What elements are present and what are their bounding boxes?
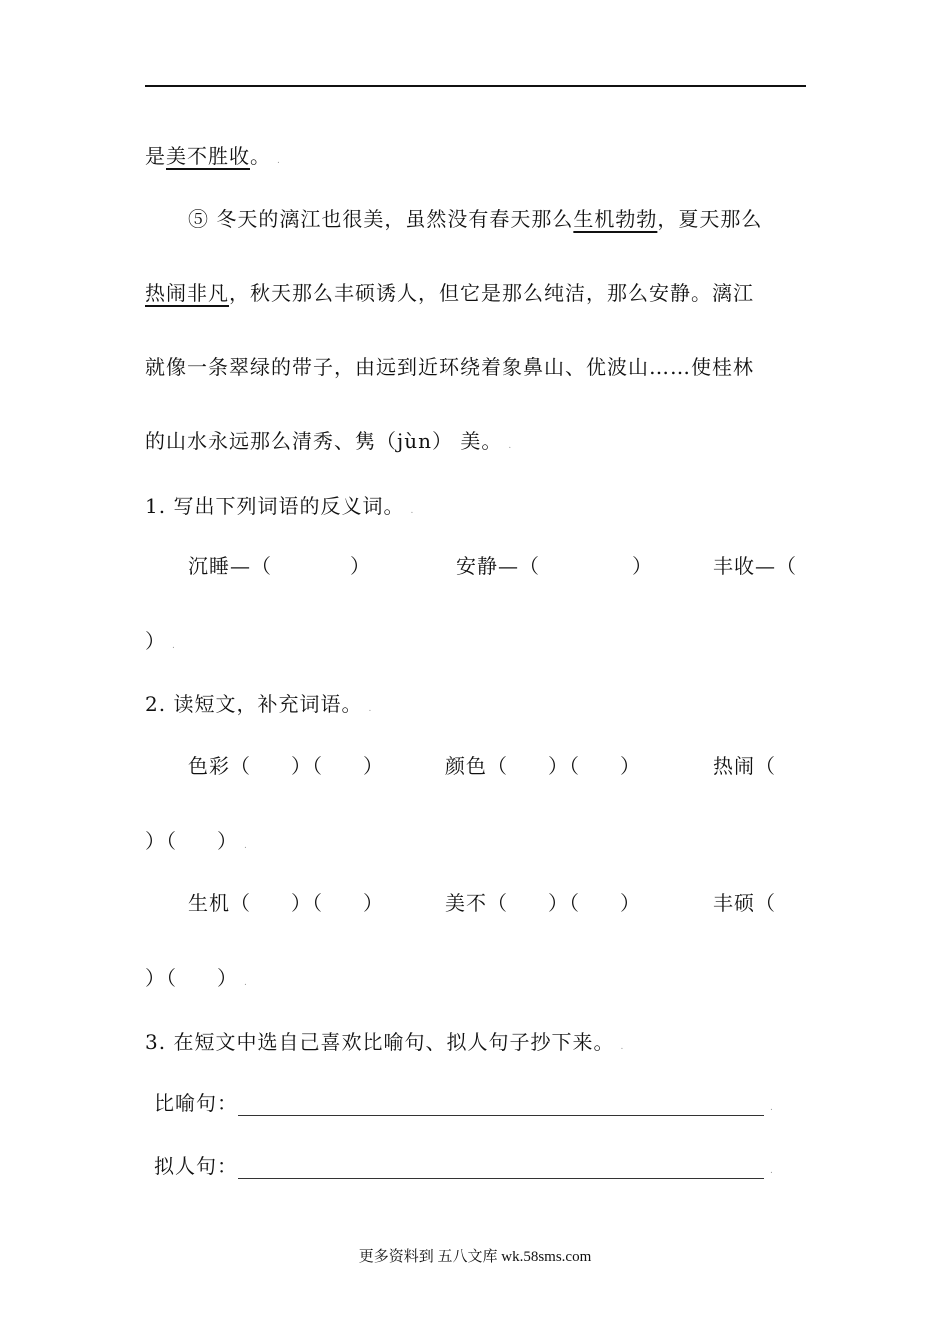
text: ）（: [145, 829, 177, 853]
text: ）: [363, 754, 384, 778]
passage-line-3: [145, 277, 754, 306]
question-2-row2-b: [445, 887, 641, 916]
text: ）: [363, 891, 384, 915]
passage-line-4: [145, 351, 754, 380]
question-3-title: 3. 在短文中选自己喜欢比喻句、拟人句子抄下来。 .: [145, 1030, 625, 1054]
question-2-row2-c: [713, 887, 776, 916]
question-2-row1-wrap: ）（ ） .: [145, 829, 248, 853]
text: ）（: [548, 754, 580, 778]
text: ）: [145, 629, 166, 653]
text: 2. 读短文，补充词语。: [145, 692, 363, 716]
text: ，夏天那么: [657, 207, 763, 231]
text: ）（: [548, 891, 580, 915]
question-2-row2-a: [188, 887, 384, 916]
underlined-phrase: 美不胜收: [166, 144, 250, 168]
question-2-row2-wrap: ）（ ） .: [145, 966, 248, 990]
text: 沉睡—（: [188, 554, 272, 578]
personification-answer-field[interactable]: [238, 1156, 764, 1179]
text: ）（: [291, 754, 323, 778]
personification-row: 拟人句： .: [154, 1154, 774, 1178]
text: ）（: [145, 966, 177, 990]
text: ，秋天那么丰硕诱人，但它是那么纯洁，那么安静。漓江: [229, 281, 754, 305]
text: 的山水永远那么清秀、隽（jùn） 美。: [145, 429, 503, 453]
text: ）: [217, 829, 238, 853]
question-2-row1-b: [445, 750, 641, 779]
text: ）: [632, 554, 653, 578]
text: ）: [620, 891, 641, 915]
passage-line-2: [188, 203, 762, 232]
question-2-title: 2. 读短文，补充词语。 .: [145, 692, 373, 716]
personification-label: 拟人句：: [154, 1154, 238, 1178]
text: ）: [350, 554, 371, 578]
question-2-row1-c: [713, 750, 776, 779]
text: ⑤ 冬天的漓江也很美，虽然没有春天那么: [188, 207, 574, 231]
question-1-wrap: ） .: [145, 629, 176, 653]
text: 丰收—（: [713, 554, 797, 578]
text: 生机（: [188, 891, 251, 915]
text: 美不（: [445, 891, 508, 915]
text: ）: [620, 754, 641, 778]
question-1-item-c: [713, 550, 797, 579]
text: 安静—（: [456, 554, 540, 578]
passage-line-5: 的山水永远那么清秀、隽（jùn） 美。 .: [145, 429, 513, 453]
top-rule: [145, 85, 806, 87]
footer-text: 更多资料到 五八文库 wk.58sms.com: [358, 1249, 592, 1265]
text: 1. 写出下列词语的反义词。: [145, 494, 405, 518]
text: 3. 在短文中选自己喜欢比喻句、拟人句子抄下来。: [145, 1030, 615, 1054]
passage-line-1: 是美不胜收。 .: [145, 144, 281, 168]
text: 色彩（: [188, 754, 251, 778]
text: 就像一条翠绿的带子，由远到近环绕着象鼻山、优波山……使桂林: [145, 355, 754, 379]
text: 颜色（: [445, 754, 508, 778]
simile-answer-field[interactable]: [238, 1093, 764, 1116]
text: 丰硕（: [713, 891, 776, 915]
text: 是: [145, 144, 166, 168]
text: ）: [217, 966, 238, 990]
text: 。: [250, 144, 271, 168]
underlined-phrase: 热闹非凡: [145, 281, 229, 305]
question-1-item-b: [456, 550, 653, 579]
simile-row: 比喻句： .: [154, 1091, 774, 1115]
question-2-row1-a: [188, 750, 384, 779]
underlined-phrase: 生机勃勃: [573, 207, 658, 231]
question-1-item-a: [188, 550, 371, 579]
simile-label: 比喻句：: [154, 1091, 238, 1115]
text: 热闹（: [713, 754, 776, 778]
text: ）（: [291, 891, 323, 915]
question-1-title: 1. 写出下列词语的反义词。 .: [145, 494, 415, 518]
